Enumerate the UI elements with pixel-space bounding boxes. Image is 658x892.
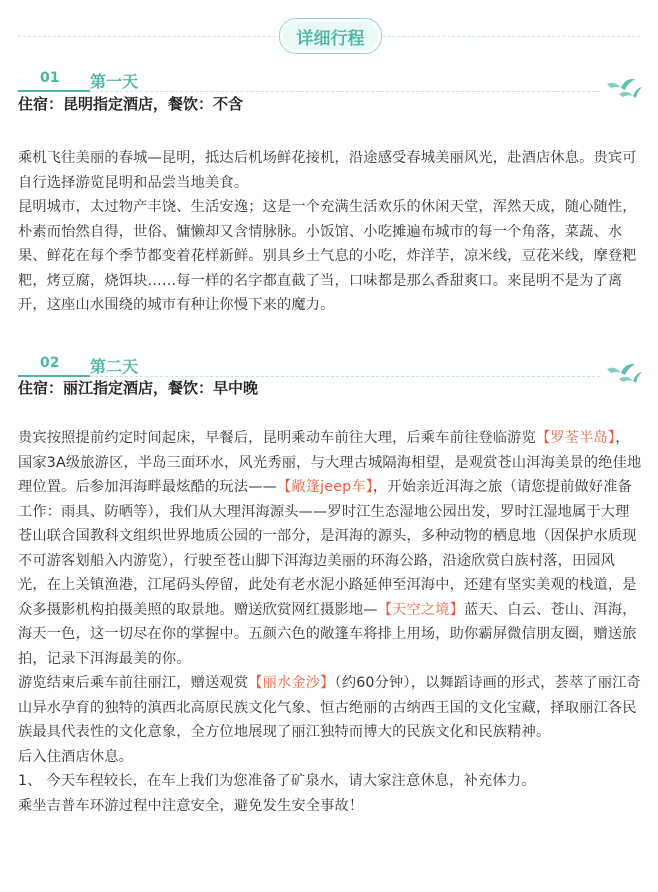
day-2-paragraph: 后入住酒店休息。 — [18, 748, 134, 765]
header-title: 详细行程 — [283, 22, 378, 50]
day-1-paragraph: 昆明城市，太过物产丰饶、生活安逸；这是一个充满生活欢乐的休闲天堂，浑然天成，随心随性，朴素而怡然自得，世俗、慵懒却又含情脉脉。小饭馆、小吃摊遍布城市的每一个角落，菜蔬、水果、鲜花在每个季节都变着花样新鲜。别具乡土气息的小吃，炸洋芋，凉米线，豆花米线，摩登粑粑，烤豆腐，烧饵块……每一样的名字都直截了当，口味都是那么香甜爽口。来昆明不是为了离开，这座山水围绕的城市有种让你慢下来的魔力。 — [18, 199, 637, 313]
day-2-paragraph: 乘坐吉普车环游过程中注意安全，避免发生安全事故！ — [18, 797, 364, 814]
day-divider — [90, 91, 600, 92]
text-segment: ，开始亲近洱海之旅（请您提前做好准备工作：雨具、防晒等），我们从大理洱海源头——罗时江生态湿地公园出发，罗时江湿地属于大理苍山联合国教科文组织世界地质公园的一部分，是洱海的源头，多种动物的栖息地（因保护水质现不可游客划船入内游览），行驶至苍山脚下洱海边美丽的环海公路，沿途欣赏白族村落，田园风光，在上关镇渔港，江尾码头停留，此处有老水泥小路延伸至洱海中，还建有坚实美观的栈道，是众多摄影机构拍摄美照的取景地。赠送欣赏网红摄影地— — [18, 479, 637, 618]
highlight-lishui-jinsha: 【丽水金沙】 — [248, 675, 335, 691]
text-segment: 游览结束后乘车前往丽江，赠送观赏 — [18, 675, 249, 691]
day-1-paragraph: 乘机飞往美丽的春城—昆明，抵达后机场鲜花接机，沿途感受春城美丽风光，赴酒店休息。贵宾可自行选择游览昆明和品尝当地美食。 — [18, 150, 637, 191]
day-number: 02 — [40, 355, 60, 371]
day-2-content — [18, 426, 643, 818]
day-title: 第一天 — [90, 72, 139, 91]
day-1-stay: 住宿：昆明指定酒店，餐饮：不含 — [18, 95, 244, 113]
day-underline — [18, 90, 90, 92]
section-header — [0, 18, 658, 54]
text-segment: ，国家3A级旅游区，半岛三面环水，风光秀丽，与大理古城隔海相望，是观赏苍山洱海美景的绝佳地理位置。后参加洱海畔最炫酷的玩法—— — [18, 430, 642, 495]
text-segment: 蓝天、白云、苍山、洱海，海天一色，这一切尽在你的掌握中。五颜六色的敞篷车将排上用场，助你霸屏微信朋友圈，赠送旅拍，记录下洱海最美的你。 — [18, 601, 637, 667]
swallow-birds-icon — [605, 361, 643, 385]
text-segment: （约60分钟），以舞蹈诗画的形式，荟萃了丽江奇山异水孕育的独特的滇西北高原民族文化气象、恒古绝丽的古纳西王国的文化宝藏，择取丽江各民族最具代表性的文化意象，全方位地展现了丽江独特而博大的民族文化和民族精神。 — [18, 675, 641, 740]
day-2-paragraph — [18, 426, 643, 671]
highlight-luoquan-peninsula: 【罗荃半岛】 — [535, 430, 616, 446]
highlight-sky-mirror: 【天空之境】 — [377, 601, 465, 618]
swallow-birds-icon — [605, 76, 643, 100]
day-divider — [90, 376, 600, 377]
day-2-stay: 住宿：丽江指定酒店，餐饮：早中晚 — [18, 379, 259, 397]
header-pill — [279, 18, 382, 54]
highlight-jeep: 【敞篷jeep车】 — [276, 479, 374, 495]
day-number: 01 — [40, 70, 60, 86]
day-title: 第二天 — [90, 357, 139, 376]
text-segment: 贵宾按照提前约定时间起床，早餐后，昆明乘动车前往大理，后乘车前往登临游览 — [18, 430, 536, 446]
day-2-paragraph: 1、 今天车程较长，在车上我们为您准备了矿泉水，请大家注意休息，补充体力。 — [18, 773, 536, 789]
day-underline — [18, 375, 90, 377]
day-1-content — [18, 146, 643, 318]
day-2-paragraph — [18, 671, 643, 745]
